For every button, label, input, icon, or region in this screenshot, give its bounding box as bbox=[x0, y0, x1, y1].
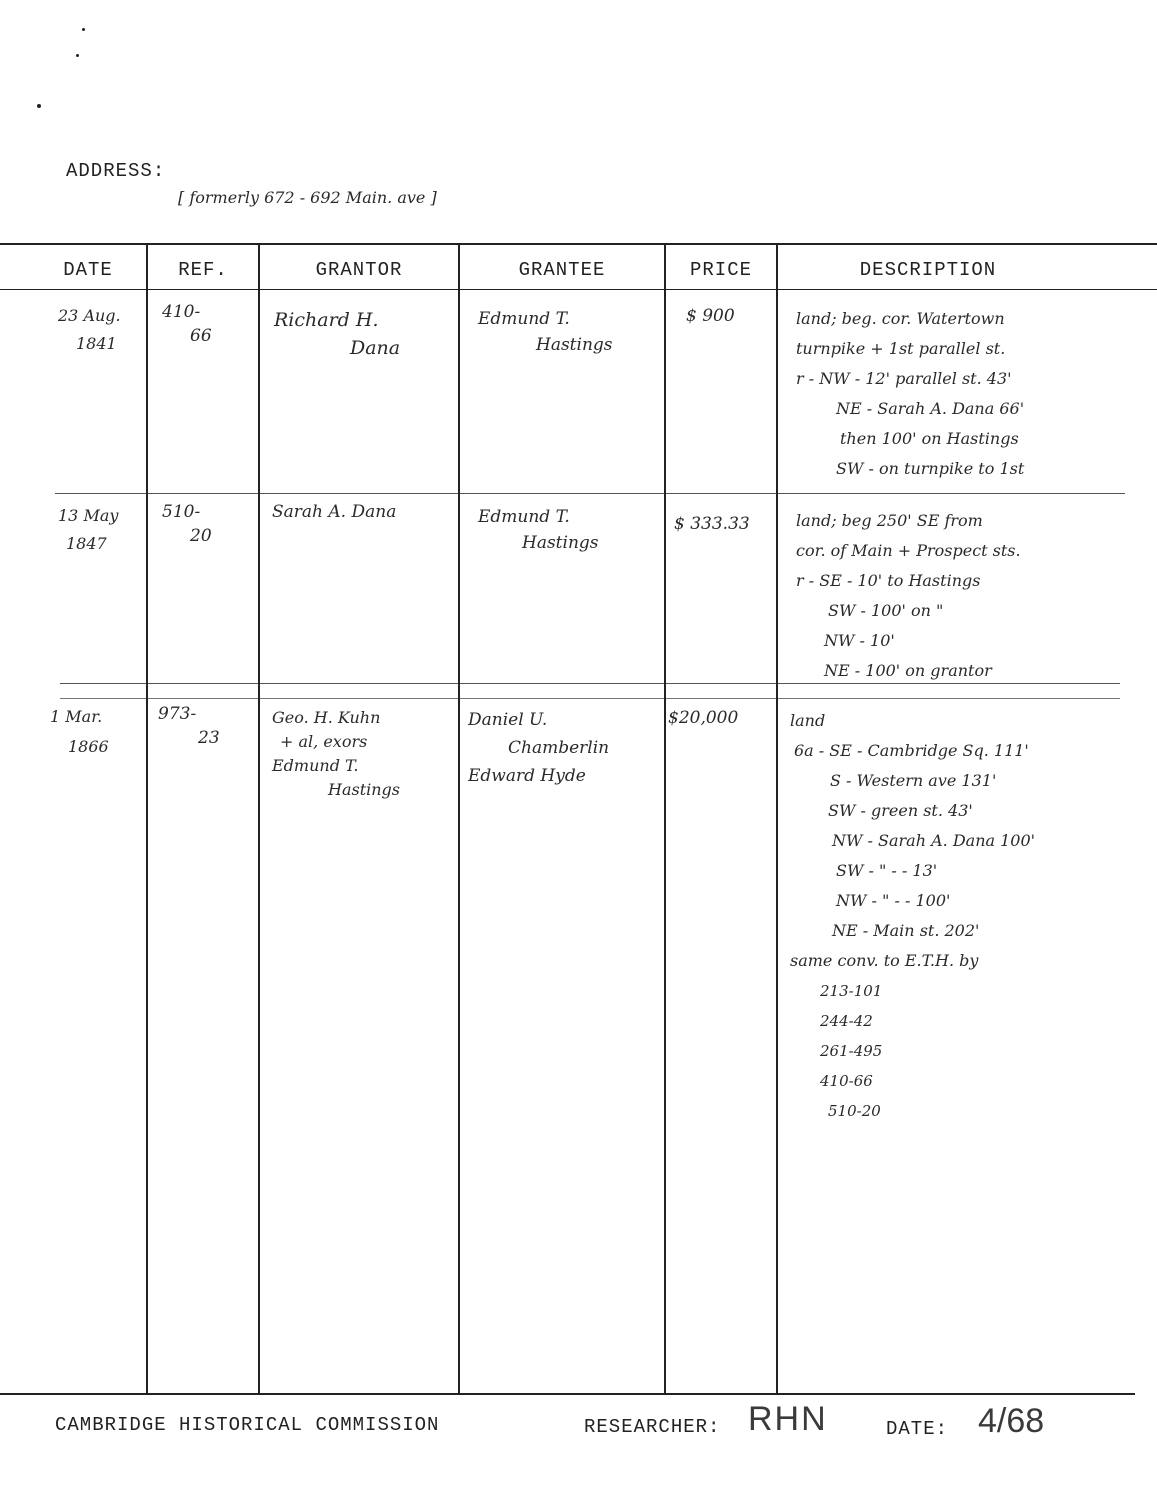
row-2-description-line: land; beg 250' SE from bbox=[796, 511, 983, 530]
row-3-grantee-line: Daniel U. bbox=[468, 710, 548, 730]
row-2-date-line: 1847 bbox=[66, 534, 107, 553]
row-3-description-line: S - Western ave 131' bbox=[830, 771, 997, 790]
row-3-grantor-line: + al, exors bbox=[280, 732, 368, 751]
row-2-description-line: cor. of Main + Prospect sts. bbox=[796, 541, 1021, 560]
row-2-ref-line: 510- bbox=[162, 502, 201, 522]
row-2-description-line: r - SE - 10' to Hastings bbox=[796, 571, 981, 590]
row-3-price: $20,000 bbox=[668, 708, 739, 728]
row-1-description bbox=[796, 304, 1024, 484]
row-2-grantee-line: Edmund T. bbox=[478, 507, 570, 527]
row-3-grantor-line: Geo. H. Kuhn bbox=[272, 708, 381, 727]
row-2-grantee bbox=[478, 504, 599, 556]
row-1-grantor-line: Richard H. bbox=[274, 309, 379, 331]
row-3-date-line: 1 Mar. bbox=[50, 707, 103, 726]
row-1-ref-line: 66 bbox=[190, 326, 212, 346]
row-3-description-line: 510-20 bbox=[828, 1102, 881, 1120]
row-1-description-line: NE - Sarah A. Dana 66' bbox=[836, 399, 1025, 418]
address-label: ADDRESS: bbox=[66, 160, 166, 182]
row-3-description-line: NW - " - - 100' bbox=[836, 891, 951, 910]
row-2-grantor-line: Sarah A. Dana bbox=[272, 502, 397, 522]
row-1-price: $ 900 bbox=[686, 306, 735, 326]
row-2-ref-line: 20 bbox=[190, 526, 212, 546]
row-3-date-line: 1866 bbox=[68, 737, 109, 756]
date-label: DATE: bbox=[886, 1418, 949, 1440]
row-divider bbox=[60, 698, 1120, 699]
table-bottom-rule bbox=[0, 1393, 1135, 1395]
row-3-grantor bbox=[272, 706, 400, 802]
row-3-ref bbox=[158, 702, 220, 750]
row-3-grantor-line: Edmund T. bbox=[272, 756, 359, 775]
date-value: 4/68 bbox=[978, 1402, 1045, 1440]
row-2-price: $ 333.33 bbox=[674, 514, 750, 534]
column-header-ref: REF. bbox=[178, 259, 228, 281]
row-3-grantee-line: Edward Hyde bbox=[468, 766, 586, 786]
row-1-description-line: turnpike + 1st parallel st. bbox=[796, 339, 1006, 358]
row-divider bbox=[55, 493, 1125, 494]
column-rule bbox=[258, 243, 260, 1393]
row-3-ref-line: 23 bbox=[198, 728, 220, 748]
row-2-description-line: NE - 100' on grantor bbox=[824, 661, 992, 680]
row-1-grantee-line: Hastings bbox=[536, 335, 613, 355]
row-1-date-line: 23 Aug. bbox=[58, 306, 121, 325]
scan-speck bbox=[76, 54, 79, 57]
column-header-grantee: GRANTEE bbox=[518, 259, 606, 281]
row-3-grantor-line: Hastings bbox=[328, 780, 401, 799]
row-1-date bbox=[58, 302, 121, 358]
scan-speck bbox=[82, 28, 85, 31]
column-rule bbox=[664, 243, 666, 1393]
row-3-grantee-line: Chamberlin bbox=[508, 738, 610, 758]
row-1-grantee-line: Edmund T. bbox=[478, 309, 570, 329]
column-header-date: DATE bbox=[63, 259, 113, 281]
row-3-description-line: NE - Main st. 202' bbox=[832, 921, 980, 940]
row-1-ref-line: 410- bbox=[162, 302, 201, 322]
row-1-description-line: r - NW - 12' parallel st. 43' bbox=[796, 369, 1012, 388]
row-1-grantee bbox=[478, 306, 613, 358]
row-3-grantee bbox=[468, 706, 609, 790]
row-2-description-line: NW - 10' bbox=[824, 631, 895, 650]
column-header-grantor: GRANTOR bbox=[315, 259, 403, 281]
column-rule bbox=[776, 243, 778, 1393]
row-3-description-line: land bbox=[790, 711, 826, 730]
header-bottom-rule bbox=[0, 289, 1157, 290]
row-2-date bbox=[58, 502, 118, 558]
row-3-description-line: SW - " - - 13' bbox=[836, 861, 938, 880]
researcher-value: RHN bbox=[748, 1400, 828, 1438]
row-1-grantor-line: Dana bbox=[350, 337, 401, 359]
footer-org: CAMBRIDGE HISTORICAL COMMISSION bbox=[55, 1414, 440, 1436]
row-1-description-line: SW - on turnpike to 1st bbox=[836, 459, 1025, 478]
row-3-description-line: 410-66 bbox=[820, 1072, 873, 1090]
row-2-grantee-line: Hastings bbox=[522, 533, 599, 553]
address-note: [ formerly 672 - 692 Main. ave ] bbox=[178, 188, 437, 207]
row-3-ref-line: 973- bbox=[158, 704, 197, 724]
scan-speck bbox=[37, 104, 41, 108]
row-1-description-line: land; beg. cor. Watertown bbox=[796, 309, 1005, 328]
row-2-description-line: SW - 100' on " bbox=[828, 601, 944, 620]
column-header-description: DESCRIPTION bbox=[859, 259, 997, 281]
row-3-description-line: 244-42 bbox=[820, 1012, 873, 1030]
row-1-description-line: then 100' on Hastings bbox=[840, 429, 1019, 448]
row-3-description-line: 213-101 bbox=[820, 982, 883, 1000]
column-header-price: PRICE bbox=[689, 259, 752, 281]
row-3-description-line: SW - green st. 43' bbox=[828, 801, 973, 820]
column-rule bbox=[146, 243, 148, 1393]
row-1-grantor bbox=[274, 306, 400, 362]
table-top-rule bbox=[0, 243, 1157, 245]
row-3-description-line: NW - Sarah A. Dana 100' bbox=[832, 831, 1036, 850]
row-2-date-line: 13 May bbox=[58, 506, 119, 525]
row-2-grantor bbox=[272, 502, 396, 522]
row-3-description-line: 6a - SE - Cambridge Sq. 111' bbox=[794, 741, 1029, 760]
row-1-date-line: 1841 bbox=[76, 334, 117, 353]
row-1-ref bbox=[162, 300, 212, 348]
row-3-date bbox=[50, 702, 109, 762]
row-3-description bbox=[790, 706, 1035, 1126]
row-2-description bbox=[796, 506, 1021, 686]
row-3-description-line: 261-495 bbox=[820, 1042, 883, 1060]
researcher-label: RESEARCHER: bbox=[584, 1416, 721, 1438]
column-rule bbox=[458, 243, 460, 1393]
row-3-description-line: same conv. to E.T.H. by bbox=[790, 951, 979, 970]
row-2-ref bbox=[162, 500, 212, 548]
